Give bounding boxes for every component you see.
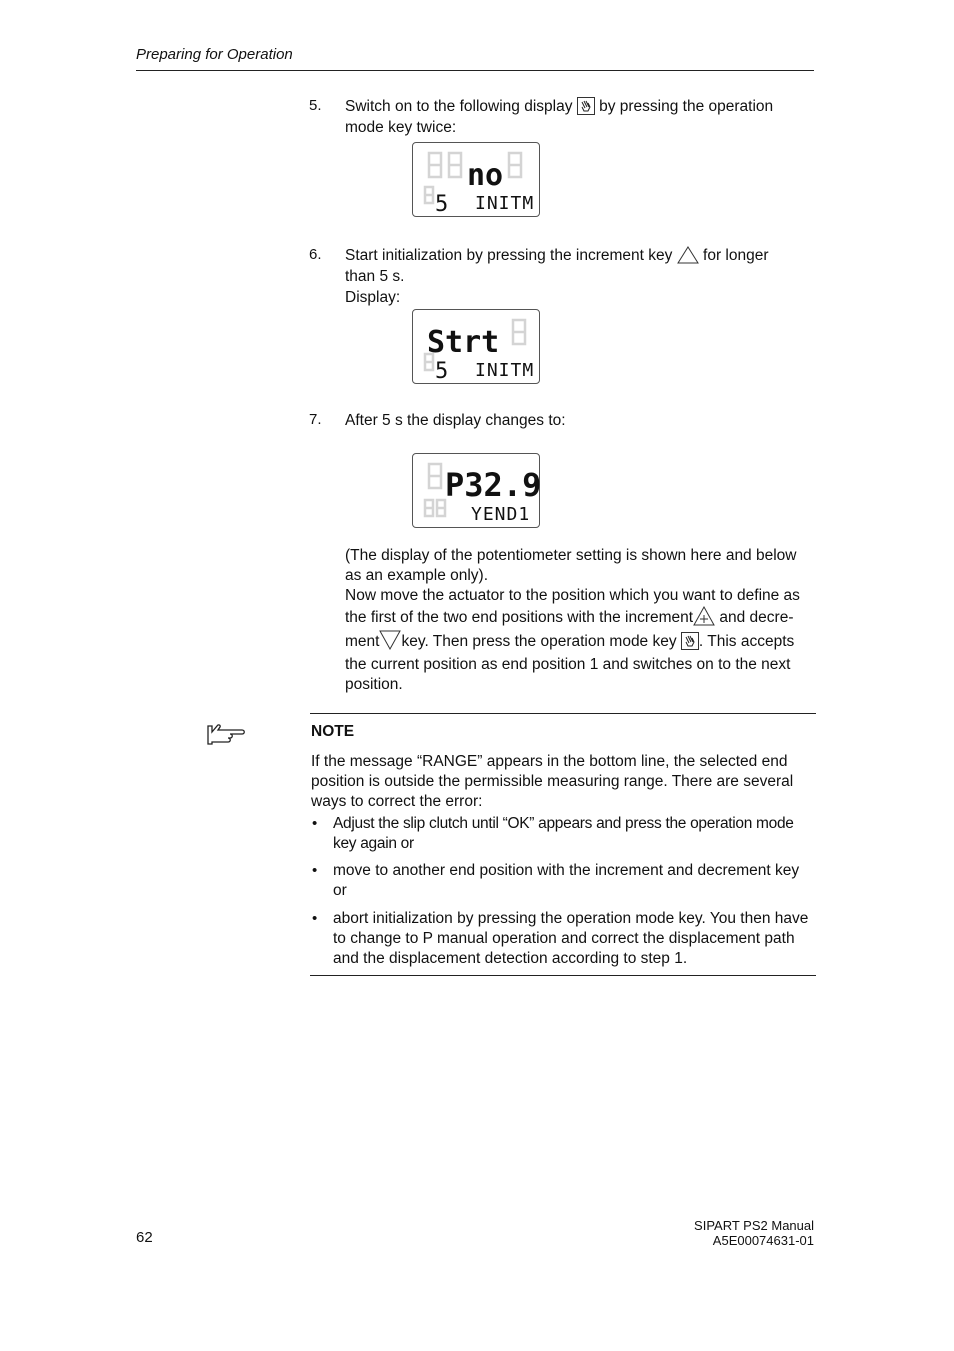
hand-key-icon <box>577 97 595 115</box>
lcd-display-strt <box>412 309 540 384</box>
explanation-segment: . This accepts <box>698 633 795 650</box>
step-text-segment: Display: <box>345 289 401 306</box>
step-5-text <box>345 96 815 138</box>
note-bullet-2 <box>333 861 823 901</box>
bullet: • <box>312 910 318 927</box>
lcd-display-p329 <box>412 453 540 528</box>
hand-key-icon <box>681 632 699 650</box>
note-bullet-1 <box>333 814 823 854</box>
explanation-line: position. <box>345 676 403 693</box>
document-id: A5E00074631-01 <box>712 1233 814 1248</box>
lcd-display-no <box>412 142 540 217</box>
note-top-rule <box>310 713 816 714</box>
step-7-text: After 5 s the display changes to: <box>345 412 566 429</box>
bullet-line: move to another end position with the increment and decrement key <box>333 862 800 879</box>
manual-title: SIPART PS2 Manual <box>694 1218 814 1233</box>
step-text-segment: Switch on to the following display <box>345 98 573 115</box>
explanation-line <box>345 629 825 655</box>
note-intro <box>311 752 816 812</box>
triangle-up-plus-icon <box>693 606 715 626</box>
explanation-line: Now move the actuator to the position which you want to define as <box>345 587 800 604</box>
note-title: NOTE <box>311 723 355 740</box>
lcd-main-text: Strt <box>427 325 500 360</box>
step-6-text <box>345 245 815 308</box>
lcd-small-text: 5 <box>435 192 449 217</box>
lcd-bottom-text: YEND1 <box>471 504 531 525</box>
explanation-line: as an example only). <box>345 567 489 584</box>
bullet-line: Adjust the slip clutch until “OK” appears and press the operation mode <box>333 815 794 832</box>
note-bottom-rule <box>310 975 816 976</box>
explanation-segment: key. Then press the operation mode key <box>401 633 677 650</box>
step-number: 7. <box>309 411 322 428</box>
bullet: • <box>312 862 318 879</box>
step-text-segment: Start initialization by pressing the increment key <box>345 247 673 264</box>
footer-doc-info <box>640 1218 814 1248</box>
step-text-segment: mode key twice: <box>345 119 457 136</box>
lcd-main-text: P32.9 <box>445 466 541 504</box>
lcd-main-text: no <box>467 158 504 193</box>
page-header-title: Preparing for Operation <box>136 46 293 63</box>
bullet-line: or <box>333 882 347 899</box>
bullet-line: and the displacement detection according to step 1. <box>333 950 688 967</box>
step-text-segment: for longer <box>703 247 769 264</box>
triangle-up-icon <box>677 246 699 264</box>
explanation-line: the current position as end position 1 and switches on to the next <box>345 656 791 673</box>
lcd-bottom-text: INITM <box>475 193 535 214</box>
note-intro-line: If the message “RANGE” appears in the bottom line, the selected end <box>311 753 788 770</box>
header-rule <box>136 70 814 71</box>
explanation-line <box>345 606 825 629</box>
step-number: 6. <box>309 246 322 263</box>
triangle-down-icon <box>379 630 401 650</box>
pointing-hand-icon <box>206 724 246 746</box>
explanation-paragraph <box>345 546 825 695</box>
note-bullet-3 <box>333 909 823 969</box>
bullet: • <box>312 815 318 832</box>
explanation-line: (The display of the potentiometer setting is shown here and below <box>345 547 797 564</box>
note-intro-line: position is outside the permissible measuring range. There are several <box>311 773 794 790</box>
lcd-small-text: 5 <box>435 359 449 384</box>
note-intro-line: ways to correct the error: <box>311 793 483 810</box>
bullet-line: abort initialization by pressing the operation mode key. You then have <box>333 910 809 927</box>
bullet-line: key again or <box>333 835 414 852</box>
bullet-line: to change to P manual operation and correct the displacement path <box>333 930 795 947</box>
step-text-segment: than 5 s. <box>345 268 405 285</box>
step-number: 5. <box>309 97 322 114</box>
step-text-segment: by pressing the operation <box>599 98 774 115</box>
page-number: 62 <box>136 1229 153 1246</box>
explanation-segment: the first of the two end positions with the increment <box>345 609 694 626</box>
explanation-segment: and decre- <box>719 609 794 626</box>
lcd-bottom-text: INITM <box>475 360 535 381</box>
explanation-segment: ment <box>345 633 380 650</box>
